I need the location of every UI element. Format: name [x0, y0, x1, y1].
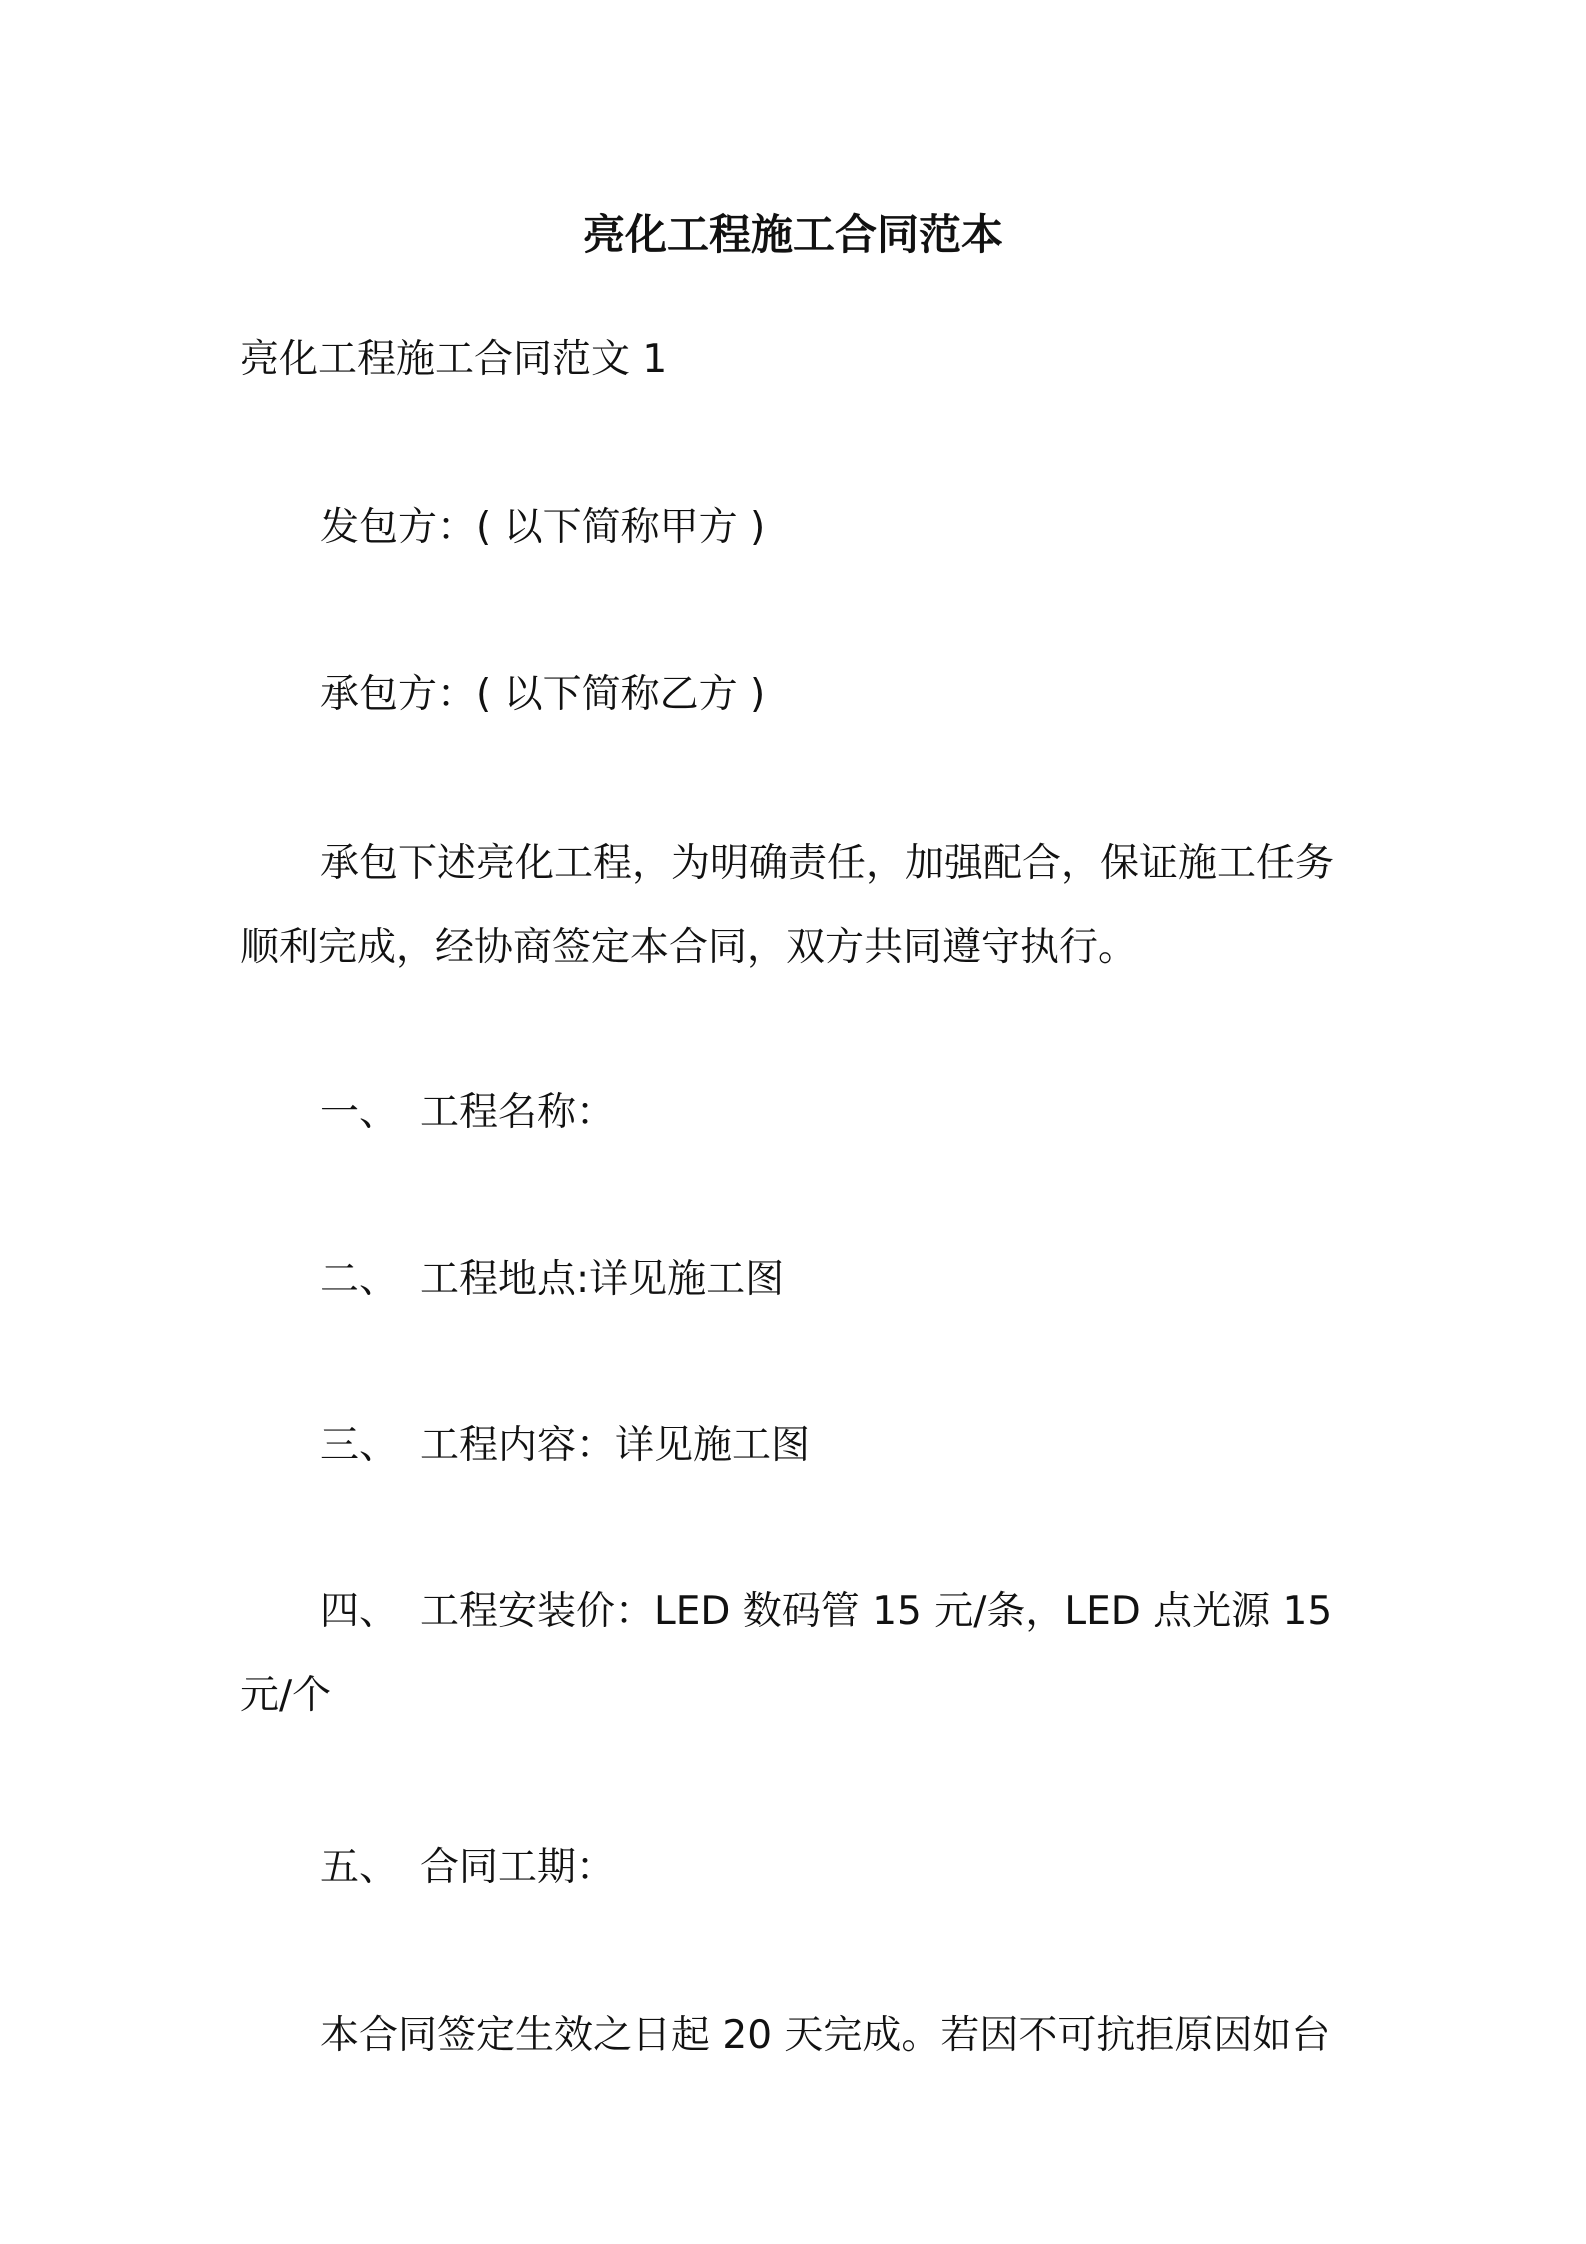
term-paragraph: 本合同签定生效之日起 20 天完成。若因不可抗拒原因如台: [320, 2013, 1331, 2058]
document-subtitle: 亮化工程施工合同范文 1: [240, 337, 668, 382]
item-1: [320, 1085, 615, 1141]
item-3: [320, 1418, 810, 1474]
item-text: 合同工期：: [420, 1845, 616, 1890]
item-number: 五、: [320, 1845, 399, 1890]
item-number: 一、: [320, 1090, 399, 1135]
item-text: 工程地点:详见施工图: [420, 1257, 785, 1302]
document-title: 亮化工程施工合同范本: [582, 210, 1003, 259]
item-text: 工程名称：: [420, 1090, 616, 1135]
item-text: 工程内容：详见施工图: [420, 1423, 811, 1468]
party-b-line: 承包方：( 以下简称乙方 ): [320, 672, 766, 717]
intro-paragraph: 承包下述亮化工程，为明确责任，加强配合，保证施工任务顺利完成，经协商签定本合同，双方共同遵守执行。: [240, 841, 1335, 970]
item-2: [320, 1252, 784, 1308]
item-number: 二、: [320, 1257, 399, 1302]
item-number: 四、: [320, 1589, 399, 1634]
party-a-line: 发包方：( 以下简称甲方 ): [320, 505, 766, 550]
item-text: 工程安装价：LED 数码管 15 元/条，LED 点光源 15 元/个: [240, 1589, 1333, 1718]
item-4: [240, 1570, 1356, 1738]
item-number: 三、: [320, 1423, 399, 1468]
item-5: [320, 1840, 615, 1896]
